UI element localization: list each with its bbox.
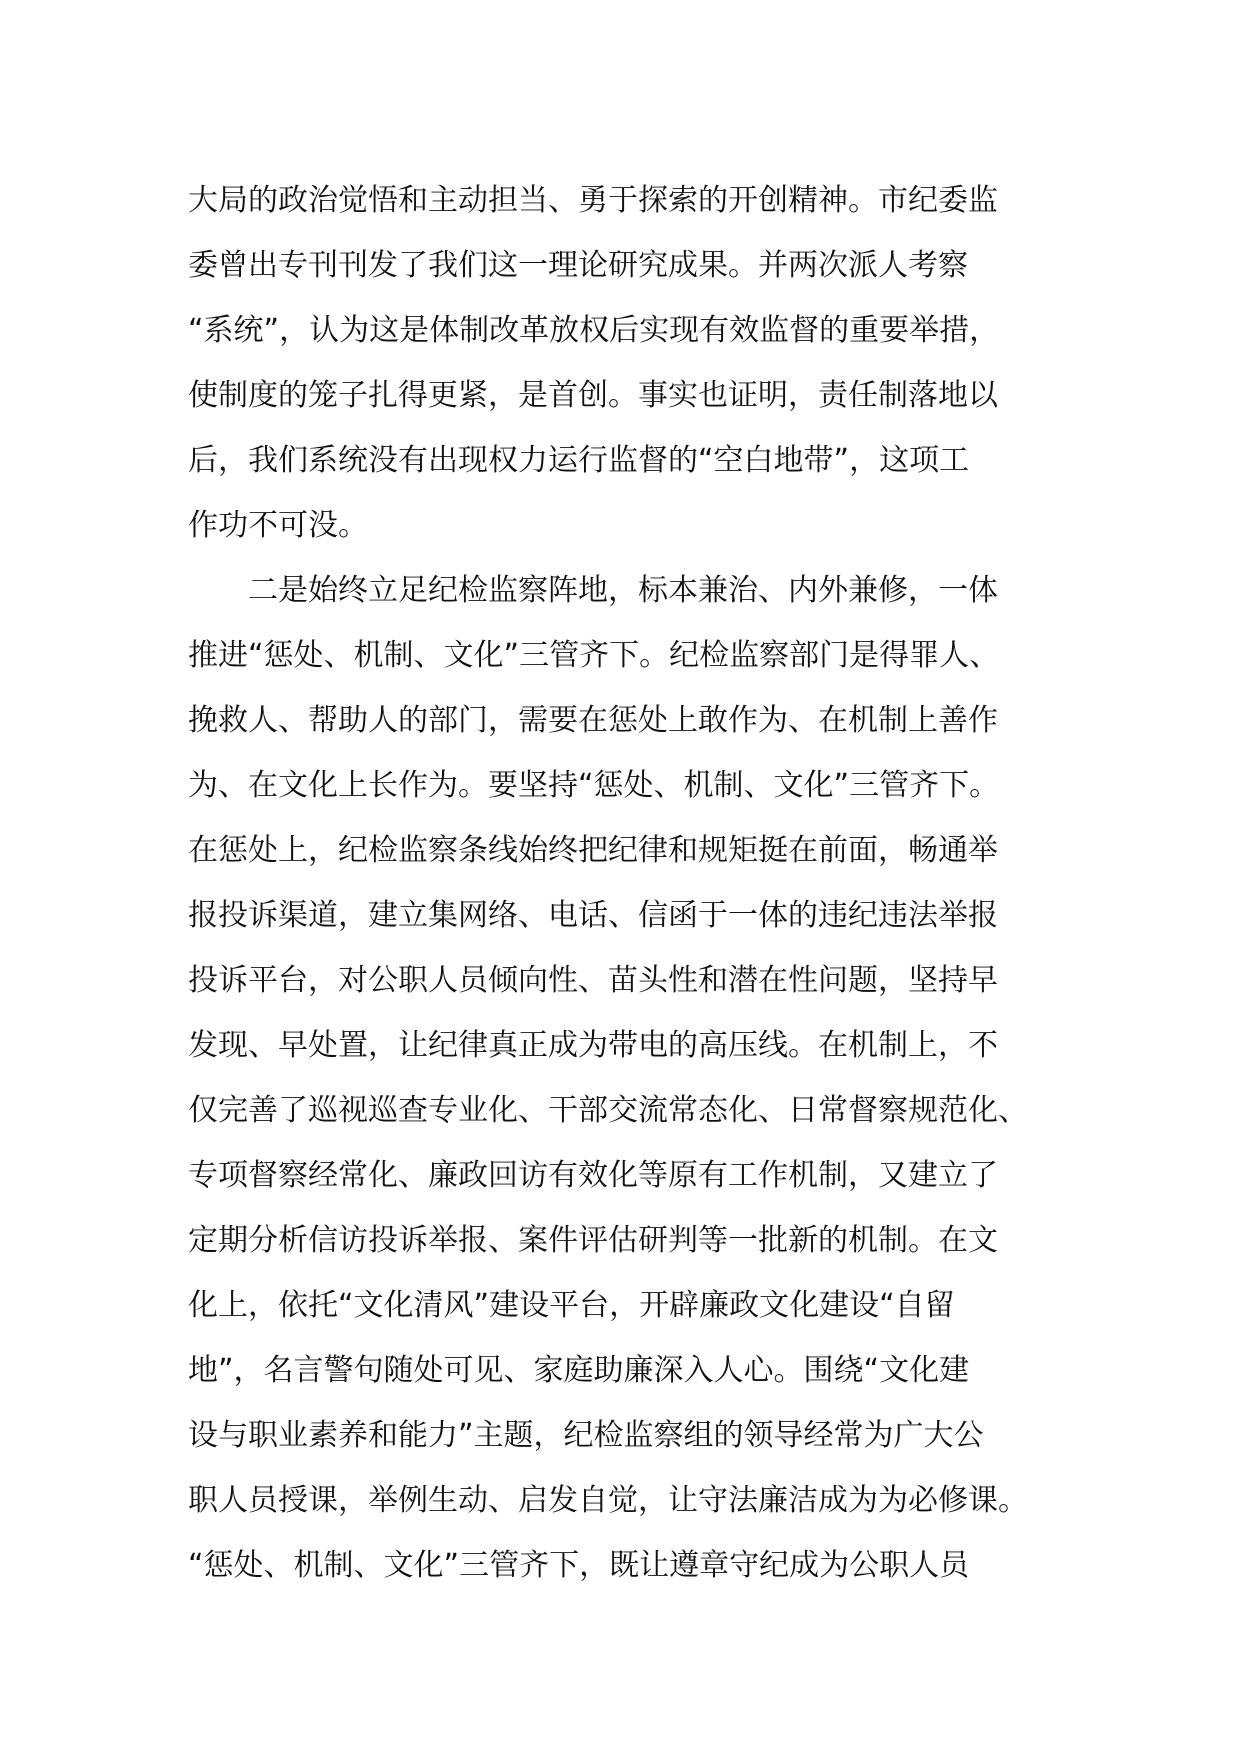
text-line: 作功不可没。 xyxy=(188,508,368,543)
text-line: 在惩处上，纪检监察条线始终把纪律和规矩挺在前面，畅通举 xyxy=(188,833,998,868)
text-line: 报投诉渠道，建立集网络、电话、信函于一体的违纪违法举报 xyxy=(188,898,998,933)
text-line: 设与职业素养和能力”主题，纪检监察组的领导经常为广大公 xyxy=(188,1418,984,1453)
text-line: 化上，依托“文化清风”建设平台，开辟廉政文化建设“自留 xyxy=(188,1288,955,1323)
text-line: 后，我们系统没有出现权力运行监督的“空白地带”，这项工 xyxy=(188,443,970,478)
text-line: 地”，名言警句随处可见、家庭助廉深入人心。围绕“文化建 xyxy=(188,1353,970,1388)
text-line: 定期分析信访投诉举报、案件评估研判等一批新的机制。在文 xyxy=(188,1223,998,1258)
body-text xyxy=(188,168,1088,1598)
text-line: 二是始终立足纪检监察阵地，标本兼治、内外兼修，一体 xyxy=(188,573,998,608)
text-line: 为、在文化上长作为。要坚持“惩处、机制、文化”三管齐下。 xyxy=(188,768,1000,803)
text-line: “惩处、机制、文化”三管齐下，既让遵章守纪成为公职人员 xyxy=(188,1548,970,1583)
text-line: 委曾出专刊刊发了我们这一理论研究成果。并两次派人考察 xyxy=(188,248,968,283)
text-line: 发现、早处置，让纪律真正成为带电的高压线。在机制上，不 xyxy=(188,1028,998,1063)
text-line: 投诉平台，对公职人员倾向性、苗头性和潜在性问题，坚持早 xyxy=(188,963,998,998)
text-line: 职人员授课，举例生动、启发自觉，让守法廉洁成为为必修课。 xyxy=(188,1483,1028,1518)
text-line: 专项督察经常化、廉政回访有效化等原有工作机制，又建立了 xyxy=(188,1158,998,1193)
text-line: 使制度的笼子扎得更紧，是首创。事实也证明，责任制落地以 xyxy=(188,378,998,413)
text-line: 大局的政治觉悟和主动担当、勇于探索的开创精神。市纪委监 xyxy=(188,183,998,218)
text-line: “系统”，认为这是体制改革放权后实现有效监督的重要举措， xyxy=(188,313,1000,348)
text-line: 推进“惩处、机制、文化”三管齐下。纪检监察部门是得罪人、 xyxy=(188,638,1000,673)
text-line: 仅完善了巡视巡查专业化、干部交流常态化、日常督察规范化、 xyxy=(188,1093,1028,1128)
text-line: 挽救人、帮助人的部门，需要在惩处上敢作为、在机制上善作 xyxy=(188,703,998,738)
